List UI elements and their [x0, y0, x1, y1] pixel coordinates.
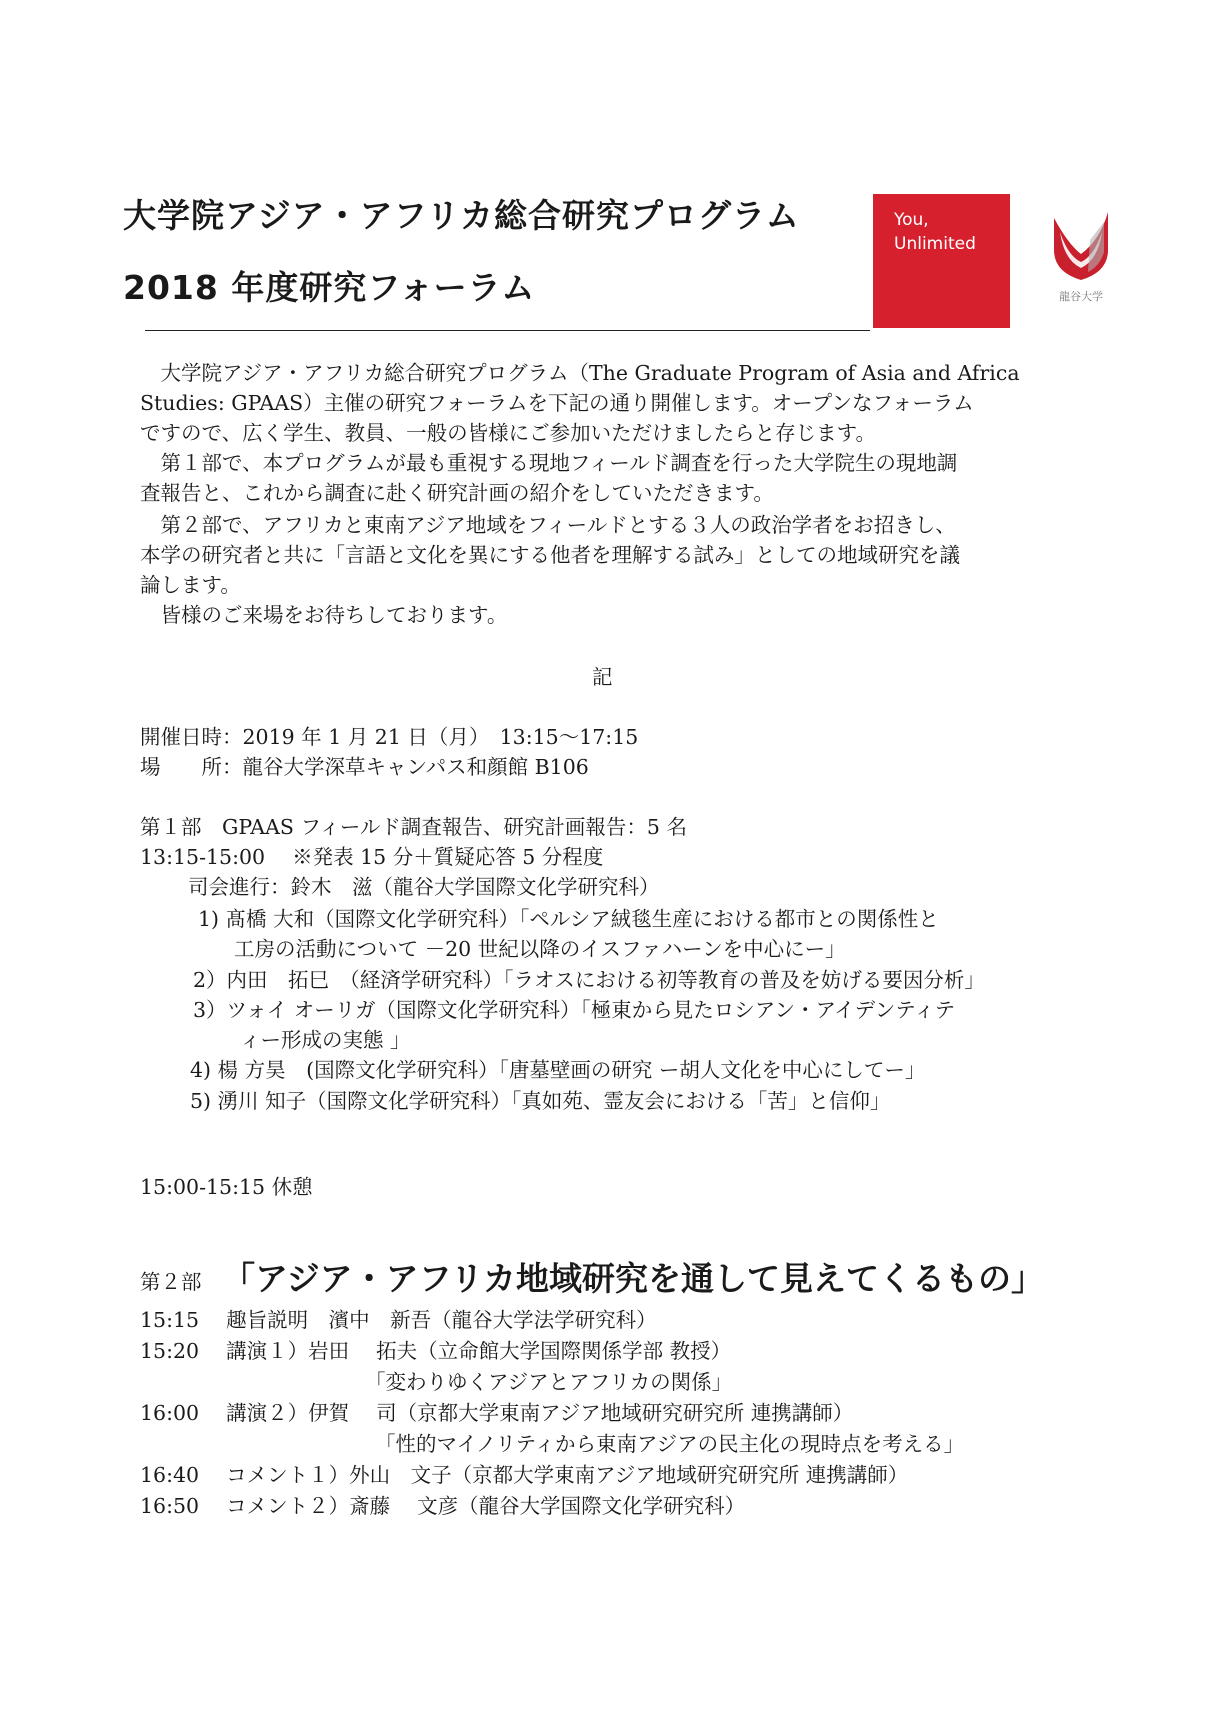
emblem-label: 龍谷大学	[1059, 290, 1103, 303]
part2-row: 16:40 コメント１）外山 文子（京都大学東南アジア地域研究研究所 連携講師）	[140, 1463, 909, 1487]
intro-line-2: Studies: GPAAS）主催の研究フォーラムを下記の通り開催します。オープンなフォーラム	[140, 391, 974, 415]
intro-line-6: 第２部で、アフリカと東南アジア地域をフィールドとする３人の政治学者をお招きし、	[140, 513, 956, 537]
part2-row: 「性的マイノリティから東南アジアの民主化の現時点を考える」	[375, 1432, 965, 1456]
ki-mark: 記	[592, 665, 613, 689]
part1-item: ィー形成の実態 」	[240, 1028, 411, 1052]
part1-time: 13:15-15:00 ※発表 15 分＋質疑応答 5 分程度	[140, 845, 604, 869]
intro-line-8: 論します。	[140, 573, 241, 597]
title-line1: 大学院アジア・アフリカ総合研究プログラム	[123, 196, 800, 235]
part1-item: 5) 湧川 知子（国際文化学研究科）「真如苑、霊友会における「苦」と信仰」	[190, 1089, 891, 1113]
intro-line-3: ですので、広く学生、教員、一般の皆様にご参加いただけましたらと存じます。	[140, 421, 876, 445]
break-time: 15:00-15:15 休憩	[140, 1175, 313, 1199]
event-place: 場 所：龍谷大学深草キャンパス和顔館 B106	[140, 755, 589, 779]
logo-line2: Unlimited	[894, 234, 976, 254]
part1-item: 1) 髙橋 大和（国際文化学研究科）「ペルシア絨毯生産における都市との関係性と	[198, 907, 939, 931]
title-line2: 2018 年度研究フォーラム	[123, 268, 536, 307]
intro-line-7: 本学の研究者と共に「言語と文化を異にする他者を理解する試み」としての地域研究を議	[140, 543, 960, 567]
intro-line-1: 大学院アジア・アフリカ総合研究プログラム（The Graduate Program of Asia and Africa	[140, 361, 1020, 385]
part2-row: 16:00 講演２）伊賀 司（京都大学東南アジア地域研究研究所 連携講師）	[140, 1401, 854, 1425]
part2-label: 第２部	[140, 1270, 202, 1294]
part2-row: 16:50 コメント２）斎藤 文彦（龍谷大学国際文化学研究科）	[140, 1494, 746, 1518]
event-datetime: 開催日時：2019 年 1 月 21 日（月） 13:15～17:15	[140, 725, 639, 749]
part2-row: 15:20 講演１）岩田 拓夫（立命館大学国際関係学部 教授）	[140, 1339, 732, 1363]
part1-item: 2）内田 拓巳 （経済学研究科）「ラオスにおける初等教育の普及を妨げる要因分析」	[193, 968, 985, 992]
intro-line-5: 査報告と、これから調査に赴く研究計画の紹介をしていただきます。	[140, 481, 774, 505]
part1-item: 工房の活動について －20 世紀以降のイスファハーンを中心にー」	[234, 937, 846, 961]
part1-heading: 第１部 GPAAS フィールド調査報告、研究計画報告：5 名	[140, 815, 687, 839]
you-unlimited-logo	[873, 194, 1010, 328]
part2-row: 「変わりゆくアジアとアフリカの関係」	[365, 1370, 733, 1394]
part2-title: 「アジア・アフリカ地域研究を通して見えてくるもの」	[222, 1259, 1045, 1298]
part1-item: 4) 楊 方昊 (国際文化学研究科）「唐墓壁画の研究 ー胡人文化を中心にしてー」	[190, 1058, 926, 1082]
logo-line1: You,	[894, 210, 929, 230]
ryukoku-emblem-icon	[1050, 210, 1112, 305]
part1-chair: 司会進行：鈴木 滋（龍谷大学国際文化学研究科）	[188, 875, 660, 899]
intro-line-9: 皆様のご来場をお待ちしております。	[140, 603, 508, 627]
title-rule	[145, 330, 870, 331]
intro-line-4: 第１部で、本プログラムが最も重視する現地フィールド調査を行った大学院生の現地調	[140, 451, 958, 475]
part1-item: 3）ツォイ オーリガ（国際文化学研究科）「極東から見たロシアン・アイデンティテ	[193, 998, 956, 1022]
part2-row: 15:15 趣旨説明 濱中 新吾（龍谷大学法学研究科）	[140, 1308, 657, 1332]
